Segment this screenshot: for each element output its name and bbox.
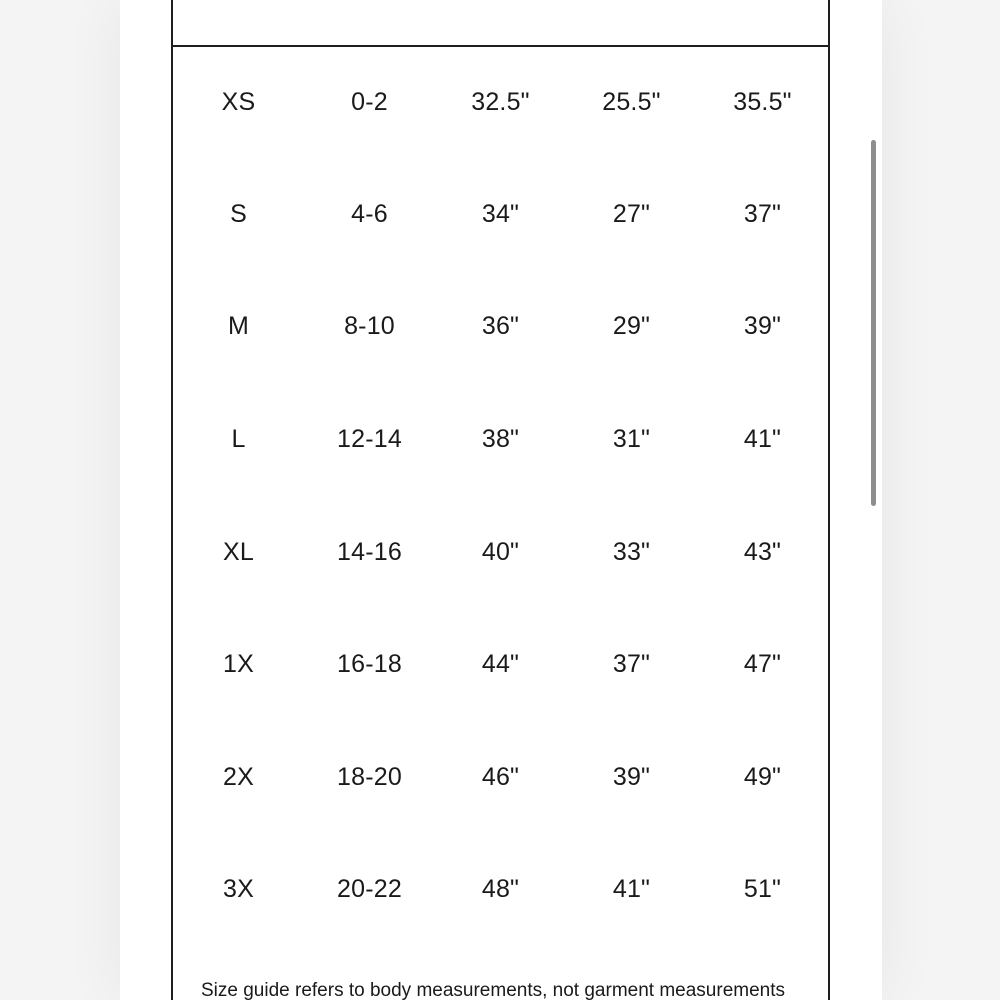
vertical-scrollbar[interactable] [871, 140, 877, 506]
table-row [173, 495, 828, 608]
size-cell: S [230, 199, 247, 228]
bust-cell: 46" [481, 762, 520, 791]
scrollbar-thumb[interactable] [871, 140, 876, 506]
size-guide-footnote: Size guide refers to body measurements, not garment measurements [201, 980, 786, 1000]
us-size-cell: 20-22 [337, 875, 402, 904]
size-chart-table [171, 0, 830, 1000]
table-body [173, 45, 828, 945]
size-cell: M [227, 312, 250, 341]
table-row [173, 607, 828, 720]
size-cell: L [231, 424, 246, 453]
table-row [173, 833, 828, 946]
hips-cell: 49" [743, 762, 782, 791]
waist-cell: 41" [612, 875, 651, 904]
header-waist [566, 0, 697, 6]
waist-cell: 25.5" [602, 87, 661, 116]
hips-cell: 35.5" [733, 87, 792, 116]
us-size-cell: 0-2 [351, 87, 388, 116]
hips-cell: 41" [743, 424, 782, 453]
size-cell: 3X [223, 875, 254, 904]
us-size-cell: 12-14 [337, 424, 402, 453]
bust-cell: 34" [481, 199, 520, 228]
bust-cell: 32.5" [471, 87, 530, 116]
bust-cell: 48" [481, 875, 520, 904]
us-size-cell: 4-6 [351, 199, 388, 228]
table-row [173, 720, 828, 833]
table-row [173, 382, 828, 495]
bust-cell: 44" [481, 650, 520, 679]
size-cell: 1X [223, 650, 254, 679]
header-bust [435, 0, 566, 6]
header-hips [697, 0, 828, 6]
bust-cell: 36" [481, 312, 520, 341]
waist-cell: 27" [612, 199, 651, 228]
waist-cell: 33" [612, 537, 651, 566]
header-us-size [304, 0, 435, 6]
waist-cell: 39" [612, 762, 651, 791]
table-row [173, 270, 828, 383]
size-cell: XS [221, 87, 256, 116]
bust-cell: 40" [481, 537, 520, 566]
hips-cell: 43" [743, 537, 782, 566]
size-cell: XL [223, 537, 254, 566]
waist-cell: 31" [612, 424, 651, 453]
waist-cell: 37" [612, 650, 651, 679]
hips-cell: 47" [743, 650, 782, 679]
hips-cell: 51" [743, 875, 782, 904]
table-row [173, 45, 828, 157]
header-size [173, 0, 304, 6]
hips-cell: 39" [743, 312, 782, 341]
us-size-cell: 14-16 [337, 537, 402, 566]
hips-cell: 37" [743, 199, 782, 228]
table-header-row [173, 0, 828, 6]
us-size-cell: 8-10 [344, 312, 395, 341]
table-row [173, 157, 828, 270]
bust-cell: 38" [481, 424, 520, 453]
waist-cell: 29" [612, 312, 651, 341]
size-cell: 2X [223, 762, 254, 791]
us-size-cell: 18-20 [337, 762, 402, 791]
us-size-cell: 16-18 [337, 650, 402, 679]
